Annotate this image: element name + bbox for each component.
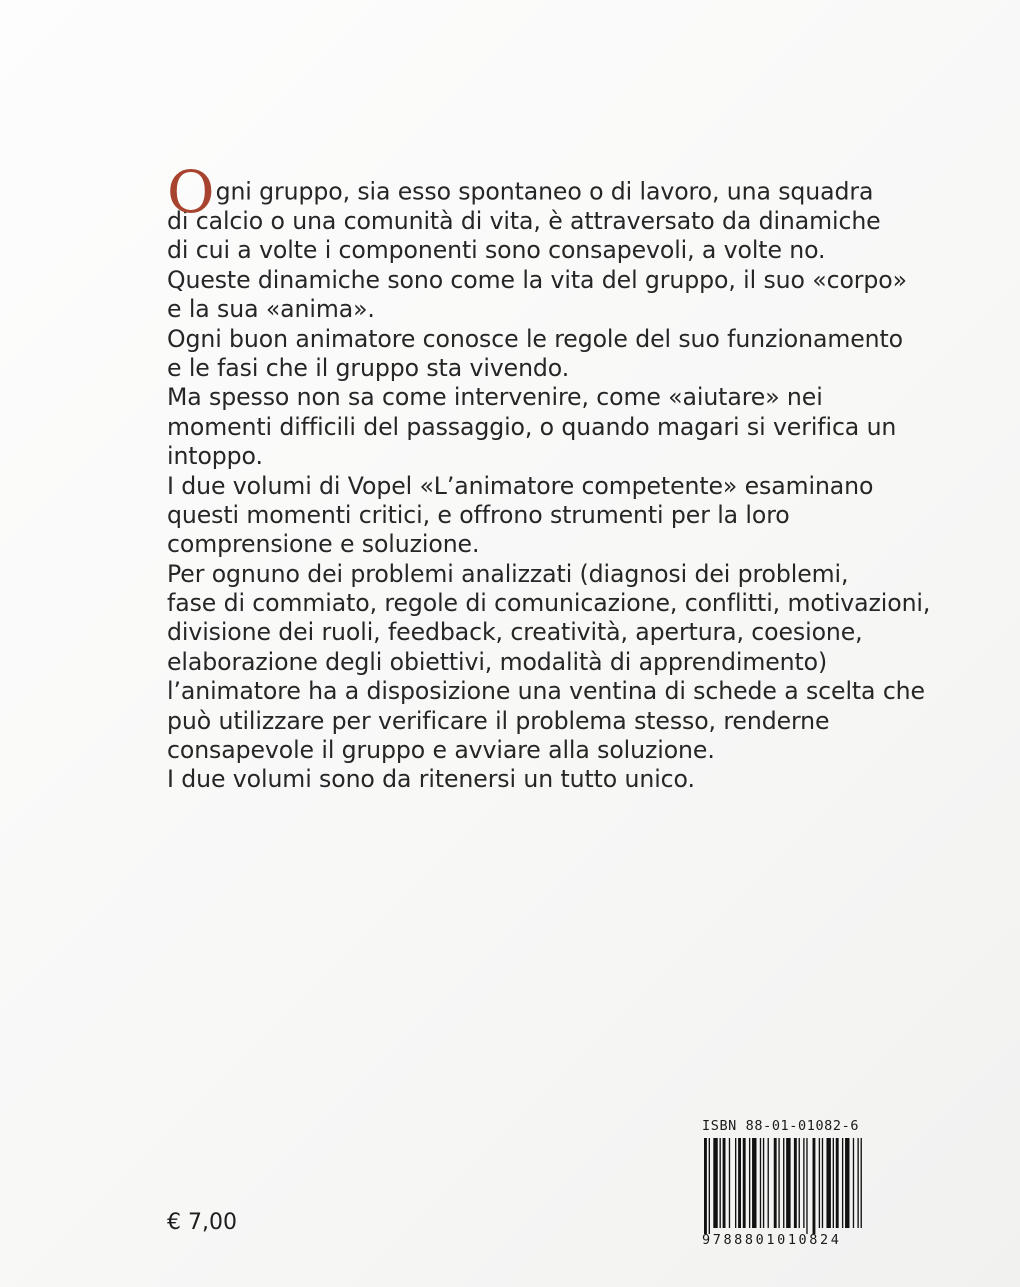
barcode-bar	[806, 1138, 807, 1234]
blurb-line: di calcio o una comunità di vita, è attraversato da dinamiche	[167, 207, 881, 235]
barcode-bar	[783, 1138, 784, 1228]
barcode-bar	[794, 1138, 797, 1228]
blurb-line: e le fasi che il gruppo sta vivendo.	[167, 353, 570, 382]
barcode-bar	[799, 1138, 800, 1228]
barcode-bar	[857, 1138, 858, 1228]
dropcap-letter: O	[167, 158, 215, 226]
barcode-image	[702, 1138, 866, 1234]
barcode-bar	[842, 1138, 843, 1228]
blurb-line: comprensione e soluzione.	[167, 530, 480, 559]
barcode-bar	[774, 1138, 777, 1228]
barcode-bar	[735, 1138, 736, 1228]
blurb-line: può utilizzare per verificare il problema stesso, renderne	[167, 706, 830, 735]
barcode-bar	[738, 1138, 741, 1228]
isbn-label: ISBN 88-01-01082-6	[702, 1118, 860, 1134]
blurb-line: momenti difficili del passaggio, o quando magari si verifica un	[167, 412, 897, 441]
blurb-line: Ma spesso non sa come intervenire, come «aiutare» nei	[167, 383, 823, 412]
blurb-line: di cui a volte i componenti sono consapevoli, a volte no.	[167, 236, 826, 265]
blurb-line: questi momenti critici, e offrono strumenti per la loro	[167, 500, 790, 529]
barcode-bar	[709, 1138, 710, 1234]
barcode-bar	[819, 1138, 820, 1228]
blurb-line: elaborazione degli obiettivi, modalità di apprendimento)	[167, 647, 828, 676]
barcode-bar	[778, 1138, 779, 1228]
barcode-bar	[861, 1138, 862, 1228]
barcode-bar	[853, 1138, 854, 1228]
barcode-bar	[833, 1138, 834, 1228]
blurb-line: I due volumi di Vopel «L’animatore competente» esaminano	[167, 471, 874, 500]
blurb-line-1: Ogni gruppo, sia esso spontaneo o di lavoro, una squadra	[167, 158, 874, 226]
price-label: € 7,00	[167, 1210, 237, 1235]
barcode-bar	[826, 1138, 830, 1228]
blurb-line: fase di commiato, regole di comunicazione, conflitti, motivazioni,	[167, 589, 931, 618]
blurb-line: Ogni buon animatore conosce le regole del suo funzionamento	[167, 324, 903, 353]
barcode-block	[702, 1117, 866, 1248]
blurb-line: intoppo.	[167, 442, 263, 471]
barcode-bar	[786, 1138, 790, 1228]
barcode-bar	[768, 1138, 769, 1228]
barcode-bar	[704, 1138, 707, 1234]
barcode-bar	[813, 1138, 816, 1234]
barcode-bar	[763, 1138, 764, 1228]
blurb-line: consapevole il gruppo e avviare alla soluzione.	[167, 736, 715, 765]
barcode-bar	[822, 1138, 823, 1228]
barcode-bar	[803, 1138, 804, 1228]
barcode-bar	[749, 1138, 750, 1228]
blurb-line: e la sua «anima».	[167, 295, 375, 324]
blurb-line: I due volumi sono da ritenersi un tutto unico.	[167, 765, 695, 794]
barcode-bar	[723, 1138, 726, 1228]
barcode-bar	[713, 1138, 717, 1228]
barcode-bar	[845, 1138, 849, 1228]
ean-digits: 9788801010824	[702, 1232, 842, 1248]
blurb-line: l’animatore ha a disposizione una ventina di schede a scelta che	[167, 677, 925, 706]
barcode-bar	[752, 1138, 756, 1228]
barcode-bar	[743, 1138, 746, 1228]
barcode-bar	[720, 1138, 721, 1228]
blurb-text	[167, 158, 931, 795]
blurb-line: Per ognuno dei problemi analizzati (diagnosi dei problemi,	[167, 559, 849, 588]
barcode-bar	[836, 1138, 839, 1228]
blurb-line: divisione dei ruoli, feedback, creatività, apertura, coesione,	[167, 618, 863, 647]
barcode-bar	[760, 1138, 761, 1228]
barcode-bar	[729, 1138, 730, 1228]
blurb-line: Queste dinamiche sono come la vita del gruppo, il suo «corpo»	[167, 265, 907, 294]
